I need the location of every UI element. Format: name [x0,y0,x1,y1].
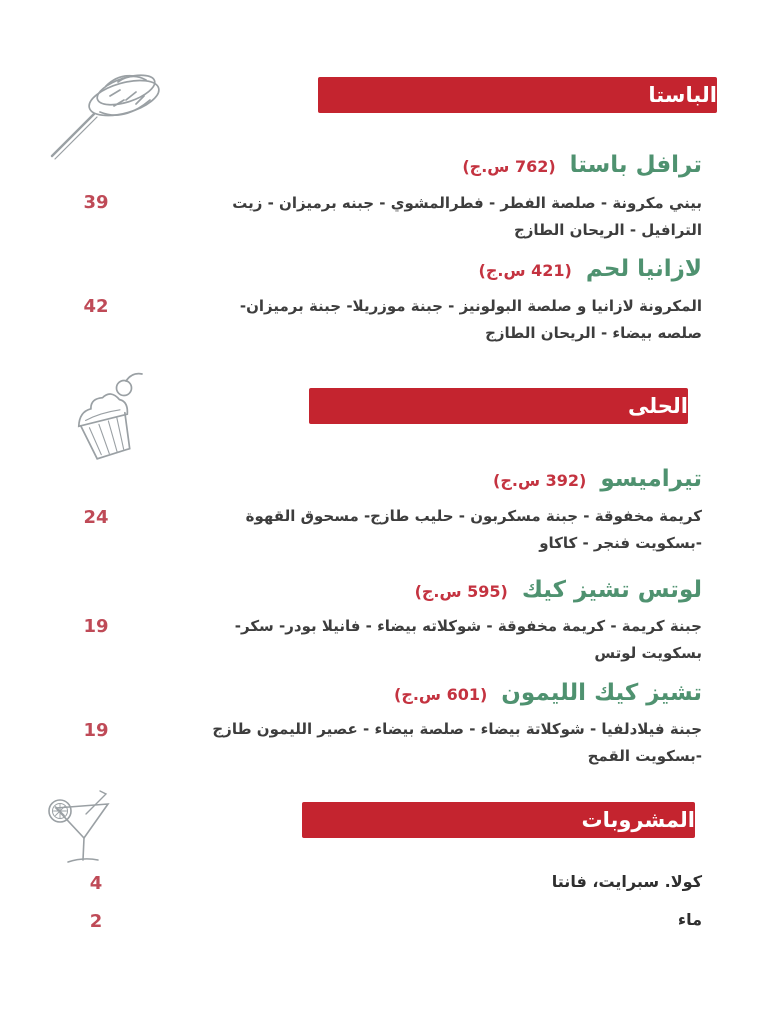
item-description: جبنة فيلادلفيا - شوكلاتة بيضاء - صلصة بيضاء - عصير الليمون طازج -بسكويت القمح [212,720,702,765]
item-name: لوتس تشيز كيك [521,577,702,603]
item-name: تشيز كيك الليمون [501,680,702,706]
item-price: (601 س.ج) [394,685,488,704]
item-description: بيني مكرونة - صلصة الفطر - فطرالمشوي - جبنه برميزان - زيت الترافيل - الريحان الطازج [232,194,702,239]
item-price: (392 س.ج) [493,471,587,490]
item-price: (595 س.ج) [414,582,508,601]
item-name: كولا. سبرايت، فانتا [551,872,702,891]
item-price: (421 س.ج) [478,261,572,280]
item-name: ماء [677,910,702,929]
menu-item-header [479,256,702,282]
item-side-price: 19 [83,616,109,637]
item-side-price: 39 [83,192,109,213]
section-header-drinks [302,802,695,838]
item-description: المكرونة لازانيا و صلصة البولونيز - جبنة موزريلا- جبنة برميزان- صلصه بيضاء - الريحان الطازج [239,297,702,342]
item-name: لازانيا لحم [585,256,702,282]
item-side-price: 2 [89,911,103,932]
cocktail-icon [42,788,122,872]
item-name: تيراميسو [600,466,702,492]
section-title-drinks: المشروبات [581,808,695,832]
section-header-pasta [318,77,717,113]
menu-item-header [415,577,702,603]
item-price: (762 س.ج) [462,157,556,176]
item-side-price: 42 [83,296,109,317]
section-title-desserts: الحلى [627,394,688,418]
section-header-desserts [309,388,688,424]
item-name: ترافل باستا [569,152,702,178]
item-side-price: 19 [83,720,109,741]
item-description: كريمة مخفوقة - جبنة مسكربون - حليب طازج- مسحوق القهوة -بسكويت فنجر - كاكاو [245,507,702,552]
section-title-pasta: الباستا [648,83,717,107]
item-description: جبنة كريمة - كريمة مخفوقة - شوكلاته بيضاء - فانيلا بودر- سكر- بسكويت لوتس [234,617,702,662]
menu-item-header [394,680,702,706]
menu-item-header [493,466,702,492]
item-side-price: 24 [83,507,109,528]
pasta-fork-icon [48,56,166,164]
item-side-price: 4 [89,873,103,894]
menu-item-header [462,152,702,178]
cupcake-icon [56,368,152,464]
